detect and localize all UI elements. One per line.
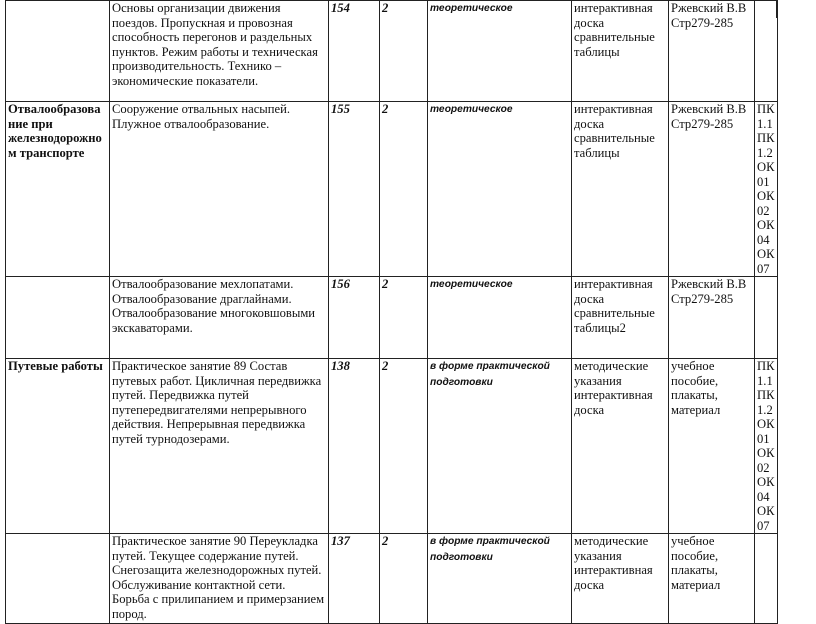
table-body [6,1,778,624]
topic-cell: Практическое занятие 89 Состав путевых работ. Цикличная передвижка путей. Передвижка путей путепередвигателями непрерывного действия. Непрерывная передвижка путей турнодозерами. [110,359,329,534]
literature-cell: учебное пособие, плакаты, материал [669,534,755,624]
lesson-number-cell: 156 [329,277,380,359]
lesson-number-cell: 138 [329,359,380,534]
hours-cell: 2 [380,534,428,624]
competency-code: ПК 1.1 [757,102,775,131]
teaching-aids-cell: методические указания интерактивная доска [572,534,669,624]
competency-code: ОК 02 [757,189,775,218]
section-cell [6,534,110,624]
teaching-aids-cell: интерактивная доска сравнительные таблицы [572,1,669,102]
topic-cell: Отвалообразование мехлопатами. Отвалообразование драглайнами. Отвалообразование многоковшовыми экскаваторами. [110,277,329,359]
competency-code: ОК 04 [757,218,775,247]
lesson-type-cell: теоретическое [428,1,572,102]
competency-code: ПК 1.2 [757,388,775,417]
competency-code: ОК 07 [757,504,775,533]
table-row [6,534,778,624]
table-row [6,359,778,534]
lesson-number-cell: 154 [329,1,380,102]
topic-cell: Сооружение отвальных насыпей. Плужное отвалообразование. [110,102,329,277]
hours-cell: 2 [380,102,428,277]
hours-cell: 2 [380,1,428,102]
table-row [6,1,778,102]
competency-code: ПК 1.1 [757,359,775,388]
literature-cell: Ржевский В.В Стр279-285 [669,102,755,277]
teaching-aids-cell: интерактивная доска сравнительные таблицы2 [572,277,669,359]
competencies-cell [755,277,778,359]
lesson-type-cell: теоретическое [428,277,572,359]
competency-code: ОК 02 [757,446,775,475]
hours-cell: 2 [380,277,428,359]
lesson-type-cell: в форме практической подготовки [428,359,572,534]
literature-cell: учебное пособие, плакаты, материал [669,359,755,534]
literature-cell: Ржевский В.В Стр279-285 [669,277,755,359]
competencies-cell [755,534,778,624]
lesson-number-cell: 137 [329,534,380,624]
competencies-cell [755,359,778,534]
teaching-aids-cell: методические указания интерактивная доска [572,359,669,534]
topic-cell: Основы организации движения поездов. Пропускная и провозная способность перегонов и раздельных пунктов. Режим работы и техническая производительность. Технико – экономические показатели. [110,1,329,102]
competency-code: ОК 04 [757,475,775,504]
topic-cell: Практическое занятие 90 Переукладка путей. Текущее содержание путей. Снегозащита железнодорожных путей. Обслуживание контактной сети. Борьба с прилипанием и примерзанием пород. [110,534,329,624]
lesson-type-cell: в форме практической подготовки [428,534,572,624]
schedule-table [5,0,778,624]
section-cell [6,1,110,102]
competencies-cell [755,1,778,102]
table-row [6,277,778,359]
competency-code: ОК 01 [757,160,775,189]
competency-code: ПК 1.2 [757,131,775,160]
section-cell [6,277,110,359]
hours-cell: 2 [380,359,428,534]
competencies-cell [755,102,778,277]
section-cell: Отвалообразование при железнодорожном транспорте [6,102,110,277]
competency-code: ОК 07 [757,247,775,276]
teaching-aids-cell: интерактивная доска сравнительные таблицы [572,102,669,277]
lesson-type-cell: теоретическое [428,102,572,277]
competency-code: ОК 01 [757,417,775,446]
section-cell: Путевые работы [6,359,110,534]
literature-cell: Ржевский В.В Стр279-285 [669,1,755,102]
table-row [6,102,778,277]
lesson-number-cell: 155 [329,102,380,277]
